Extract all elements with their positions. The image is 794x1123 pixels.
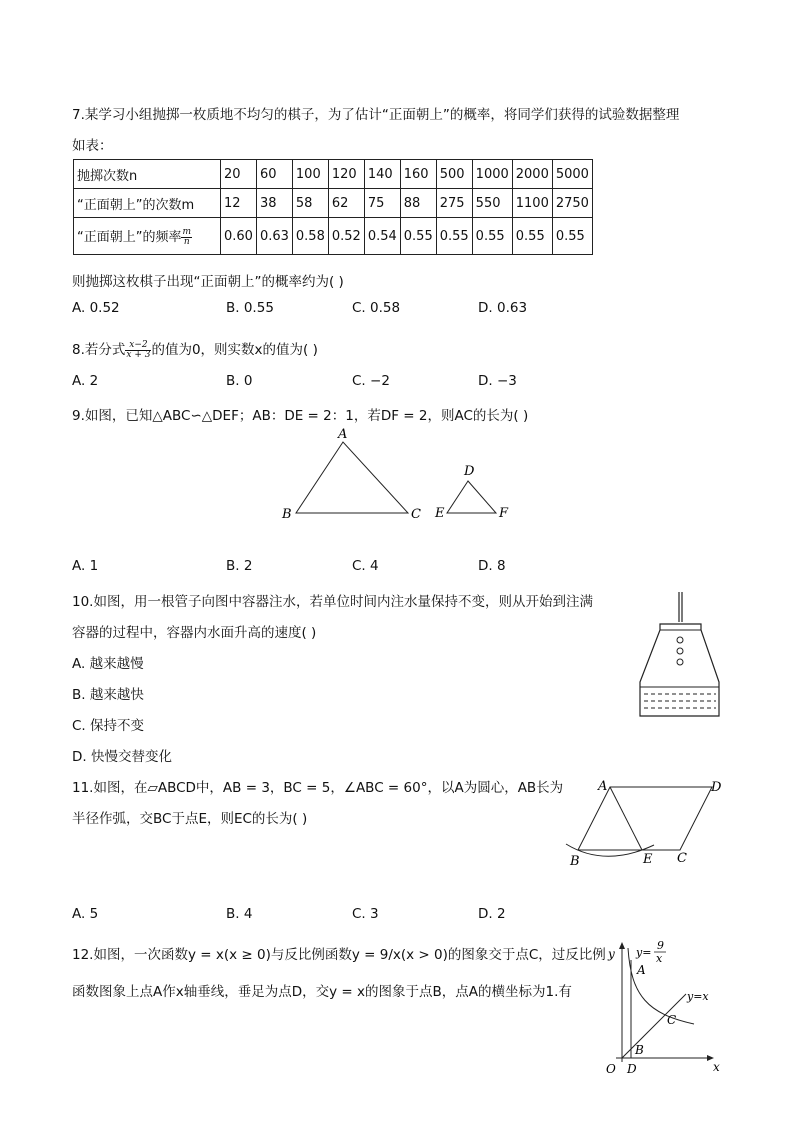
label-e: E: [435, 506, 445, 521]
q11-stem-line1: 11.如图，在▱ABCD中，AB = 3，BC = 5，∠ABC = 60°，以A为圆心，AB长为: [72, 780, 564, 796]
q8-stem-post: 的值为0，则实数x的值为( ): [151, 342, 318, 358]
q8-stem: [72, 338, 318, 360]
similar-triangles-figure: [280, 425, 520, 525]
q7-option-b[interactable]: B. 0.55: [226, 300, 274, 316]
label-b: B: [282, 507, 292, 522]
q9-stem: 9.如图，已知△ABC∽△DEF；AB：DE = 2：1，若DF = 2，则AC的长为( ): [72, 408, 529, 424]
table-cell: 88: [400, 189, 436, 218]
table-cell: 60: [256, 160, 292, 189]
table-row: [74, 189, 593, 218]
fraction-m-over-n: [181, 228, 192, 247]
label-f: F: [499, 506, 509, 521]
flask-outline: [640, 624, 719, 716]
q8-stem-pre: 8.若分式: [72, 342, 126, 358]
q10-stem-line1: 10.如图，用一根管子向图中容器注水，若单位时间内注水量保持不变，则从开始到注满: [72, 594, 593, 610]
table-cell: 0.55: [400, 218, 436, 255]
label-d: D: [627, 1062, 637, 1076]
q8-option-d[interactable]: D. −3: [478, 373, 517, 389]
bubble: [677, 648, 683, 654]
label-line-y-equals-x: y=x: [687, 990, 709, 1003]
q7-option-c[interactable]: C. 0.58: [352, 300, 401, 316]
label-a: A: [598, 779, 608, 794]
line-y-equals-x: [622, 994, 686, 1058]
function-graph-figure: [598, 936, 726, 1078]
table-cell: 160: [400, 160, 436, 189]
label-origin: O: [606, 1062, 616, 1076]
q7-stem-line1: 7.某学习小组抛掷一枚质地不均匀的棋子，为了估计“正面朝上”的概率，将同学们获得的试验数据整理: [72, 107, 680, 123]
label-a: A: [338, 427, 348, 442]
q11-option-c[interactable]: C. 3: [352, 906, 379, 922]
label-curve-prefix: y=: [636, 946, 652, 959]
label-b: B: [570, 854, 580, 869]
label-c: C: [667, 1013, 677, 1027]
q11-option-b[interactable]: B. 4: [226, 906, 253, 922]
q12-stem-line2: 函数图象上点A作x轴垂线，垂足为点D，交y = x的图象于点B，点A的横坐标为1.有: [72, 984, 572, 1000]
table-cell: 120: [328, 160, 364, 189]
bubble: [677, 659, 683, 665]
fraction-numerator: m: [182, 226, 192, 237]
label-c: C: [677, 851, 687, 866]
table-cell: 58: [292, 189, 328, 218]
label-e: E: [643, 852, 653, 867]
table-cell: 5000: [552, 160, 592, 189]
label-a: A: [637, 963, 646, 977]
label-y-axis: y: [608, 947, 615, 961]
q10-option-a[interactable]: A. 越来越慢: [72, 656, 144, 672]
table-cell: 12: [221, 189, 257, 218]
table-cell: 20: [221, 160, 257, 189]
fraction-denominator: n: [183, 236, 190, 247]
table-cell: 0.55: [472, 218, 512, 255]
table-cell: 550: [472, 189, 512, 218]
q8-fraction: [125, 341, 151, 360]
table-cell: 抛掷次数n: [74, 160, 221, 189]
fraction-denominator: x + 3: [126, 349, 151, 360]
table-cell: 0.58: [292, 218, 328, 255]
triangle-abc: [296, 442, 408, 513]
q8-option-c[interactable]: C. −2: [352, 373, 390, 389]
q8-option-b[interactable]: B. 0: [226, 373, 253, 389]
q9-option-d[interactable]: D. 8: [478, 558, 506, 574]
table-cell: 0.60: [221, 218, 257, 255]
q7-stem-line2: 如表：: [72, 138, 113, 154]
fraction-numerator: x−2: [125, 341, 151, 351]
table-cell: 0.54: [364, 218, 400, 255]
table-cell: 75: [364, 189, 400, 218]
label-x-axis: x: [713, 1060, 720, 1074]
table-cell: 2750: [552, 189, 592, 218]
q10-option-c[interactable]: C. 保持不变: [72, 718, 145, 734]
q11-option-a[interactable]: A. 5: [72, 906, 99, 922]
bubble: [677, 637, 683, 643]
q9-option-c[interactable]: C. 4: [352, 558, 379, 574]
frequency-label: “正面朝上”的频率: [77, 229, 182, 245]
table-row: [74, 160, 593, 189]
parallelogram-figure: [560, 776, 730, 871]
q11-stem-line2: 半径作弧，交BC于点E，则EC的长为( ): [72, 811, 308, 827]
q10-option-d[interactable]: D. 快慢交替变化: [72, 749, 172, 765]
q12-stem-line1: 12.如图，一次函数y = x(x ≥ 0)与反比例函数y = 9/x(x > 0)的图象交于点C，过反比例: [72, 947, 606, 963]
table-cell: 1000: [472, 160, 512, 189]
table-cell: 100: [292, 160, 328, 189]
q11-option-d[interactable]: D. 2: [478, 906, 506, 922]
table-cell: [74, 218, 221, 255]
q10-option-b[interactable]: B. 越来越快: [72, 687, 144, 703]
label-curve-numerator: 9: [657, 939, 664, 952]
q10-stem-line2: 容器的过程中，容器内水面升高的速度( ): [72, 625, 317, 641]
frequency-table: [73, 159, 593, 255]
q7-option-d[interactable]: D. 0.63: [478, 300, 528, 316]
label-b: B: [635, 1043, 644, 1057]
triangle-def: [447, 481, 496, 513]
y-axis-arrow: [619, 942, 625, 949]
table-cell: 38: [256, 189, 292, 218]
table-cell: 62: [328, 189, 364, 218]
q7-question: 则抛掷这枚棋子出现“正面朝上”的概率约为( ): [72, 274, 344, 290]
table-cell: 275: [436, 189, 472, 218]
table-cell: 0.55: [512, 218, 552, 255]
table-cell: 0.63: [256, 218, 292, 255]
table-cell: 140: [364, 160, 400, 189]
table-cell: “正面朝上”的次数m: [74, 189, 221, 218]
parallelogram-abcd: [578, 787, 712, 850]
label-d: D: [711, 780, 722, 795]
q9-option-b[interactable]: B. 2: [226, 558, 253, 574]
table-cell: 0.55: [436, 218, 472, 255]
table-cell: 0.52: [328, 218, 364, 255]
q8-option-a[interactable]: A. 2: [72, 373, 99, 389]
label-d: D: [464, 464, 475, 479]
flask-container-figure: [630, 590, 730, 725]
table-cell: 1100: [512, 189, 552, 218]
table-row: [74, 218, 593, 255]
label-c: C: [411, 507, 421, 522]
table-cell: 0.55: [552, 218, 592, 255]
label-curve-denominator: x: [656, 952, 663, 965]
q9-option-a[interactable]: A. 1: [72, 558, 99, 574]
segment-ae: [610, 787, 642, 850]
q7-option-a[interactable]: A. 0.52: [72, 300, 120, 316]
table-cell: 500: [436, 160, 472, 189]
table-cell: 2000: [512, 160, 552, 189]
